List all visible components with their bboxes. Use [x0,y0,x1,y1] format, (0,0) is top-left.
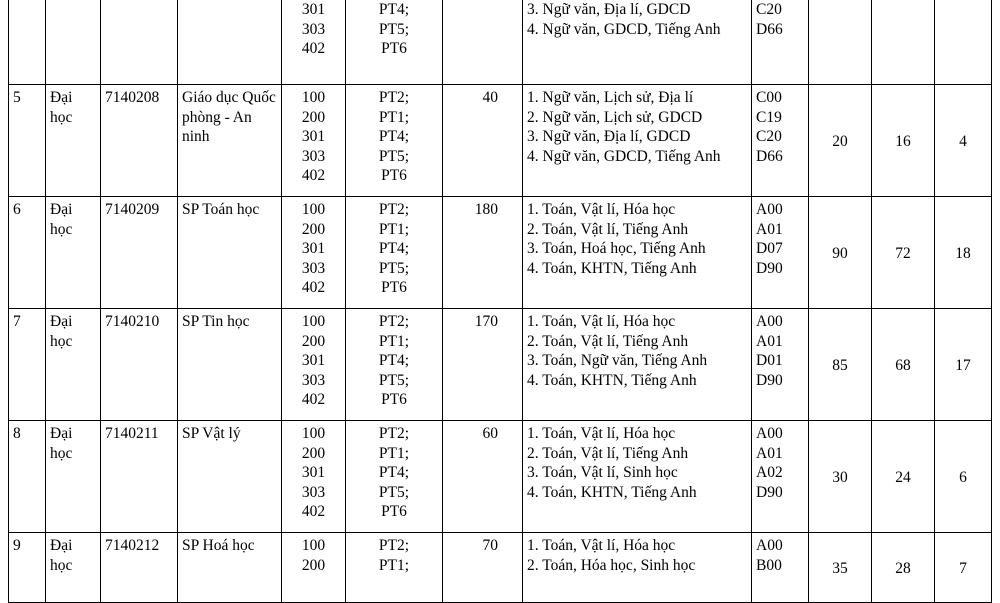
code-cell: 7140210 [101,309,178,421]
method-code-cell-line: 303 [301,483,326,501]
block-code-cell-line: C20 [756,128,782,146]
quota-split-1-cell: 85 [809,309,872,421]
stt-cell: 6 [9,197,46,309]
block-code-cell [752,197,809,309]
quota-split-3-cell: 6 [935,421,992,533]
method-code-cell-line: 402 [301,391,326,409]
combination-cell-line: 4. Ngữ văn, GDCD, Tiếng Anh [527,147,721,165]
table-row [9,533,992,603]
method-pt-cell-line: PT6 [381,503,407,521]
method-code-cell-line: 402 [301,279,326,297]
quota-cell: 40 [443,85,523,197]
block-code-cell-line: D90 [756,483,783,501]
level-cell: Đại học [46,533,101,603]
table-row [9,85,992,197]
method-pt-cell-line: PT2; [378,89,410,106]
level-cell: Đại học [46,85,101,197]
method-code-cell [282,197,346,309]
quota-split-2-cell: 72 [872,197,935,309]
method-pt-cell-line: PT5; [378,20,410,38]
combination-cell-line: 3. Ngữ văn, Địa lí, GDCD [527,128,691,146]
level-cell: Đại học [46,197,101,309]
method-pt-cell-line: PT4; [378,1,410,18]
combination-cell-line: 3. Ngữ văn, Địa lí, GDCD [527,1,691,18]
quota-split-3-cell [935,0,992,85]
stt-cell [9,0,46,85]
combination-cell-line: 3. Toán, Ngữ văn, Tiếng Anh [527,352,708,370]
method-pt-cell-line: PT6 [381,391,407,409]
method-pt-cell [346,309,443,421]
combination-cell-line: 2. Ngữ văn, Lịch sử, GDCD [527,108,703,126]
block-code-cell-line: D66 [756,20,783,38]
block-code-cell-line: A01 [756,220,783,238]
method-code-cell-line: 100 [301,313,326,330]
block-code-cell-line: D01 [756,352,783,370]
method-pt-cell-line: PT4; [378,464,410,482]
method-code-cell-line: 200 [301,220,326,238]
block-code-cell [752,0,809,85]
level-cell: Đại học [46,309,101,421]
quota-split-3-cell: 7 [935,533,992,603]
method-pt-cell-line: PT1; [378,444,410,462]
method-code-cell-line: 303 [301,371,326,389]
method-code-cell [282,421,346,533]
combination-cell-line: 4. Ngữ văn, GDCD, Tiếng Anh [527,20,721,38]
combination-cell [523,197,752,309]
block-code-cell [752,421,809,533]
combination-cell-line: 1. Toán, Vật lí, Hóa học [527,313,676,330]
major-cell: SP Toán học [178,197,282,309]
block-code-cell-line: D90 [756,371,783,389]
combination-cell-line: 2. Toán, Vật lí, Tiếng Anh [527,332,689,350]
admission-table [8,0,992,603]
block-code-cell-line: C19 [756,108,782,126]
combination-cell-line: 1. Toán, Vật lí, Hóa học [527,537,676,554]
combination-cell [523,85,752,197]
table-row [9,309,992,421]
major-cell: Giáo dục Quốc phòng - An ninh [178,85,282,197]
method-code-cell-line: 200 [301,556,326,574]
method-code-cell-line: 100 [301,201,326,218]
method-pt-cell-line: PT1; [378,556,410,574]
method-pt-cell-line: PT5; [378,483,410,501]
block-code-cell [752,309,809,421]
method-code-cell-line: 200 [301,108,326,126]
method-code-cell-line: 402 [301,503,326,521]
method-code-cell-line: 303 [301,20,326,38]
quota-split-2-cell: 68 [872,309,935,421]
method-pt-cell-line: PT1; [378,332,410,350]
code-cell: 7140212 [101,533,178,603]
quota-split-3-cell: 4 [935,85,992,197]
code-cell: 7140208 [101,85,178,197]
method-code-cell-line: 301 [301,240,326,258]
major-cell [178,0,282,85]
combination-cell [523,0,752,85]
method-code-cell-line: 303 [301,147,326,165]
quota-cell: 170 [443,309,523,421]
combination-cell-line: 1. Ngữ văn, Lịch sử, Địa lí [527,89,694,106]
method-pt-cell [346,197,443,309]
method-pt-cell-line: PT5; [378,147,410,165]
method-pt-cell-line: PT5; [378,371,410,389]
combination-cell-line: 4. Toán, KHTN, Tiếng Anh [527,371,697,389]
method-code-cell-line: 200 [301,444,326,462]
method-code-cell-line: 301 [301,1,326,18]
stt-cell: 5 [9,85,46,197]
stt-cell: 9 [9,533,46,603]
block-code-cell-line: A01 [756,444,783,462]
block-code-cell-line: D90 [756,259,783,277]
method-code-cell [282,85,346,197]
block-code-cell-line: C20 [756,1,782,18]
combination-cell-line: 1. Toán, Vật lí, Hóa học [527,425,676,442]
method-pt-cell-line: PT4; [378,128,410,146]
method-pt-cell-line: PT6 [381,279,407,297]
method-pt-cell-line: PT6 [381,40,407,58]
block-code-cell-line: A00 [756,425,783,442]
method-pt-cell [346,421,443,533]
combination-cell [523,421,752,533]
major-cell: SP Tin học [178,309,282,421]
quota-split-1-cell: 35 [809,533,872,603]
method-code-cell-line: 301 [301,128,326,146]
method-pt-cell-line: PT4; [378,240,410,258]
combination-cell-line: 4. Toán, KHTN, Tiếng Anh [527,259,697,277]
quota-split-1-cell [809,0,872,85]
stt-cell: 7 [9,309,46,421]
method-code-cell-line: 200 [301,332,326,350]
block-code-cell [752,533,809,603]
method-code-cell [282,0,346,85]
method-code-cell-line: 100 [301,537,326,554]
block-code-cell-line: A02 [756,464,783,482]
method-code-cell-line: 301 [301,352,326,370]
table-body [9,0,992,603]
major-cell: SP Hoá học [178,533,282,603]
quota-split-1-cell: 90 [809,197,872,309]
quota-split-3-cell: 18 [935,197,992,309]
table-row [9,421,992,533]
combination-cell-line: 2. Toán, Vật lí, Tiếng Anh [527,220,689,238]
block-code-cell-line: A01 [756,332,783,350]
combination-cell-line: 3. Toán, Hoá học, Tiếng Anh [527,240,706,258]
quota-split-2-cell [872,0,935,85]
method-pt-cell-line: PT2; [378,537,410,554]
method-code-cell-line: 402 [301,40,326,58]
method-pt-cell-line: PT4; [378,352,410,370]
quota-split-3-cell: 17 [935,309,992,421]
combination-cell [523,533,752,603]
level-cell [46,0,101,85]
combination-cell-line: 3. Toán, Vật lí, Sinh học [527,464,678,482]
method-code-cell-line: 100 [301,89,326,106]
method-code-cell-line: 303 [301,259,326,277]
combination-cell [523,309,752,421]
table-row [9,197,992,309]
method-code-cell [282,533,346,603]
stt-cell: 8 [9,421,46,533]
block-code-cell-line: A00 [756,313,783,330]
combination-cell-line: 1. Toán, Vật lí, Hóa học [527,201,676,218]
block-code-cell-line: D66 [756,147,783,165]
block-code-cell-line: C00 [756,89,782,106]
method-pt-cell-line: PT2; [378,425,410,442]
quota-cell: 180 [443,197,523,309]
method-pt-cell [346,0,443,85]
quota-cell: 60 [443,421,523,533]
method-code-cell [282,309,346,421]
method-pt-cell-line: PT2; [378,313,410,330]
block-code-cell-line: B00 [756,556,782,574]
method-pt-cell-line: PT2; [378,201,410,218]
block-code-cell-line: D07 [756,240,783,258]
method-code-cell-line: 301 [301,464,326,482]
code-cell: 7140211 [101,421,178,533]
level-cell: Đại học [46,421,101,533]
method-pt-cell [346,533,443,603]
method-pt-cell-line: PT1; [378,220,410,238]
quota-cell [443,0,523,85]
method-code-cell-line: 402 [301,167,326,185]
code-cell [101,0,178,85]
quota-cell: 70 [443,533,523,603]
combination-cell-line: 4. Toán, KHTN, Tiếng Anh [527,483,697,501]
code-cell: 7140209 [101,197,178,309]
method-pt-cell [346,85,443,197]
method-code-cell-line: 100 [301,425,326,442]
quota-split-2-cell: 24 [872,421,935,533]
quota-split-1-cell: 30 [809,421,872,533]
block-code-cell-line: A00 [756,201,783,218]
method-pt-cell-line: PT1; [378,108,410,126]
combination-cell-line: 2. Toán, Vật lí, Tiếng Anh [527,444,689,462]
quota-split-2-cell: 28 [872,533,935,603]
combination-cell-line: 2. Toán, Hóa học, Sinh học [527,556,696,574]
quota-split-1-cell: 20 [809,85,872,197]
block-code-cell [752,85,809,197]
table-row [9,0,992,85]
major-cell: SP Vật lý [178,421,282,533]
method-pt-cell-line: PT6 [381,167,407,185]
block-code-cell-line: A00 [756,537,783,554]
method-pt-cell-line: PT5; [378,259,410,277]
quota-split-2-cell: 16 [872,85,935,197]
